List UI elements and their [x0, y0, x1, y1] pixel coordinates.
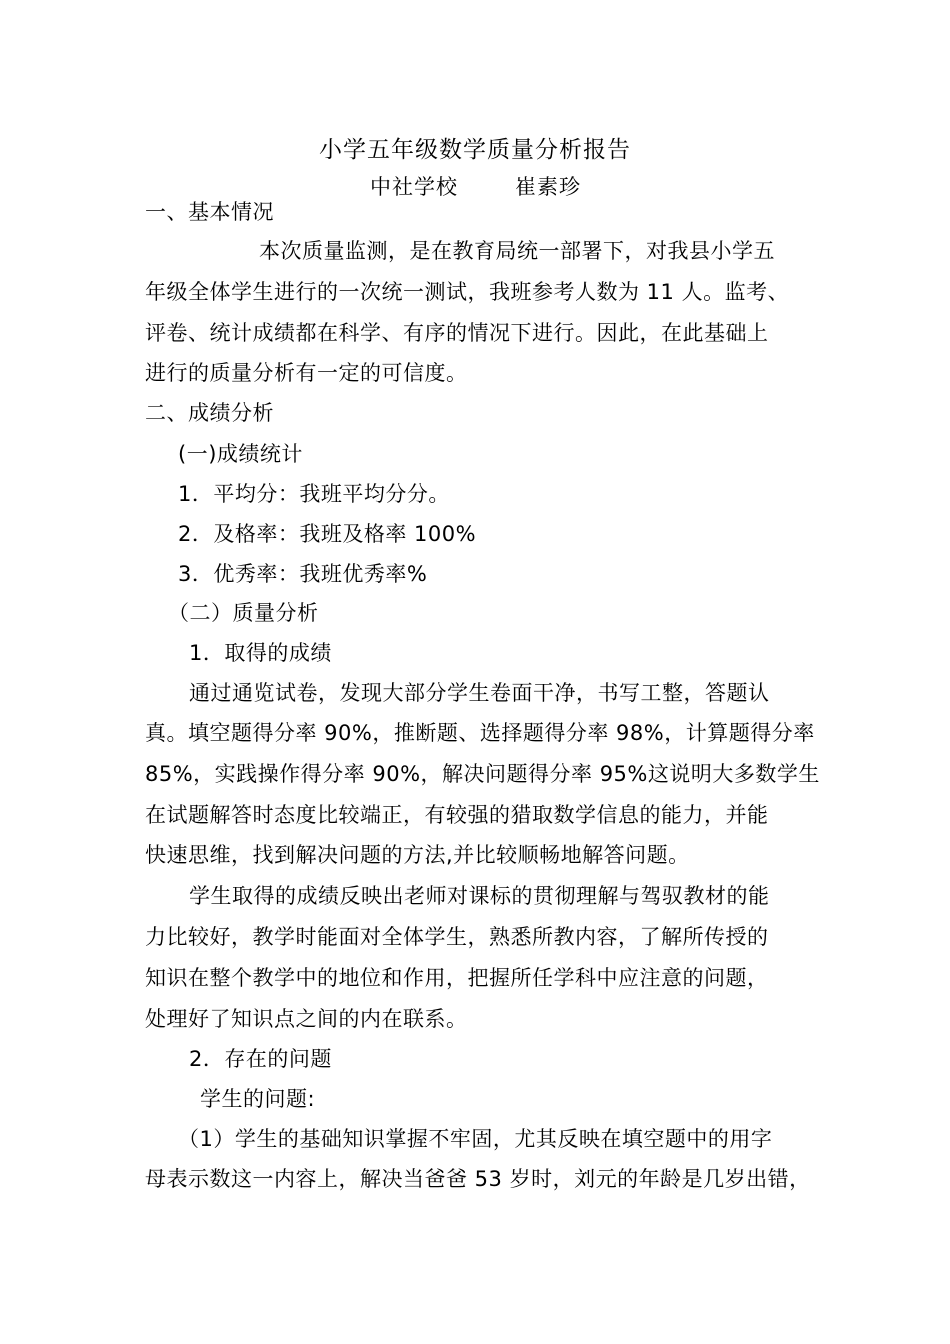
document-title: 小学五年级数学质量分析报告 — [319, 137, 631, 163]
paragraph-line: 在试题解答时态度比较端正，有较强的猎取数学信息的能力，并能 — [145, 803, 769, 827]
paragraph-line: 学生的问题: — [200, 1087, 316, 1111]
section-heading: 一、基本情况 — [145, 200, 274, 224]
paragraph-line: 力比较好，教学时能面对全体学生，熟悉所教内容，了解所传授的 — [145, 925, 769, 949]
list-item: 1．平均分：我班平均分分。 — [178, 482, 450, 506]
paragraph-line: 进行的质量分析有一定的可信度。 — [145, 361, 468, 385]
paragraph-line: 学生取得的成绩反映出老师对课标的贯彻理解与驾驭教材的能 — [189, 884, 770, 908]
list-item: 2．及格率：我班及格率 100% — [178, 522, 477, 546]
list-item: 2．存在的问题 — [189, 1047, 332, 1071]
list-item: 1．取得的成绩 — [189, 641, 332, 665]
paragraph-line: 评卷、统计成绩都在科学、有序的情况下进行。因此，在此基础上 — [145, 321, 769, 345]
paragraph-line: 母表示数这一内容上，解决当爸爸 53 岁时，刘元的年龄是几岁出错， — [145, 1167, 811, 1191]
subsection-heading: （二）质量分析 — [168, 601, 319, 625]
paragraph-line: （1）学生的基础知识掌握不牢固，尤其反映在填空题中的用字 — [178, 1127, 773, 1151]
paragraph-line: 本次质量监测，是在教育局统一部署下，对我县小学五 — [259, 239, 775, 263]
paragraph-line: 知识在整个教学中的地位和作用，把握所任学科中应注意的问题， — [145, 966, 769, 990]
paragraph-line: 85%，实践操作得分率 90%，解决问题得分率 95%这说明大多数学生 — [145, 762, 820, 786]
paragraph-line: 真。填空题得分率 90%，推断题、选择题得分率 98%，计算题得分率 — [145, 721, 815, 745]
school-name: 中社学校 — [370, 175, 458, 199]
subsection-heading: (一)成绩统计 — [178, 442, 303, 466]
list-item: 3．优秀率：我班优秀率% — [178, 562, 428, 586]
paragraph-line: 处理好了知识点之间的内在联系。 — [145, 1007, 468, 1031]
section-heading: 二、成绩分析 — [145, 401, 274, 425]
paragraph-line: 快速思维，找到解决问题的方法,并比较顺畅地解答问题。 — [145, 843, 690, 867]
paragraph-line: 通过通览试卷，发现大部分学生卷面干净，书写工整，答题认 — [189, 681, 770, 705]
paragraph-line: 年级全体学生进行的一次统一测试，我班参考人数为 11 人。监考、 — [145, 280, 790, 304]
author-name: 崔素珍 — [515, 175, 581, 199]
